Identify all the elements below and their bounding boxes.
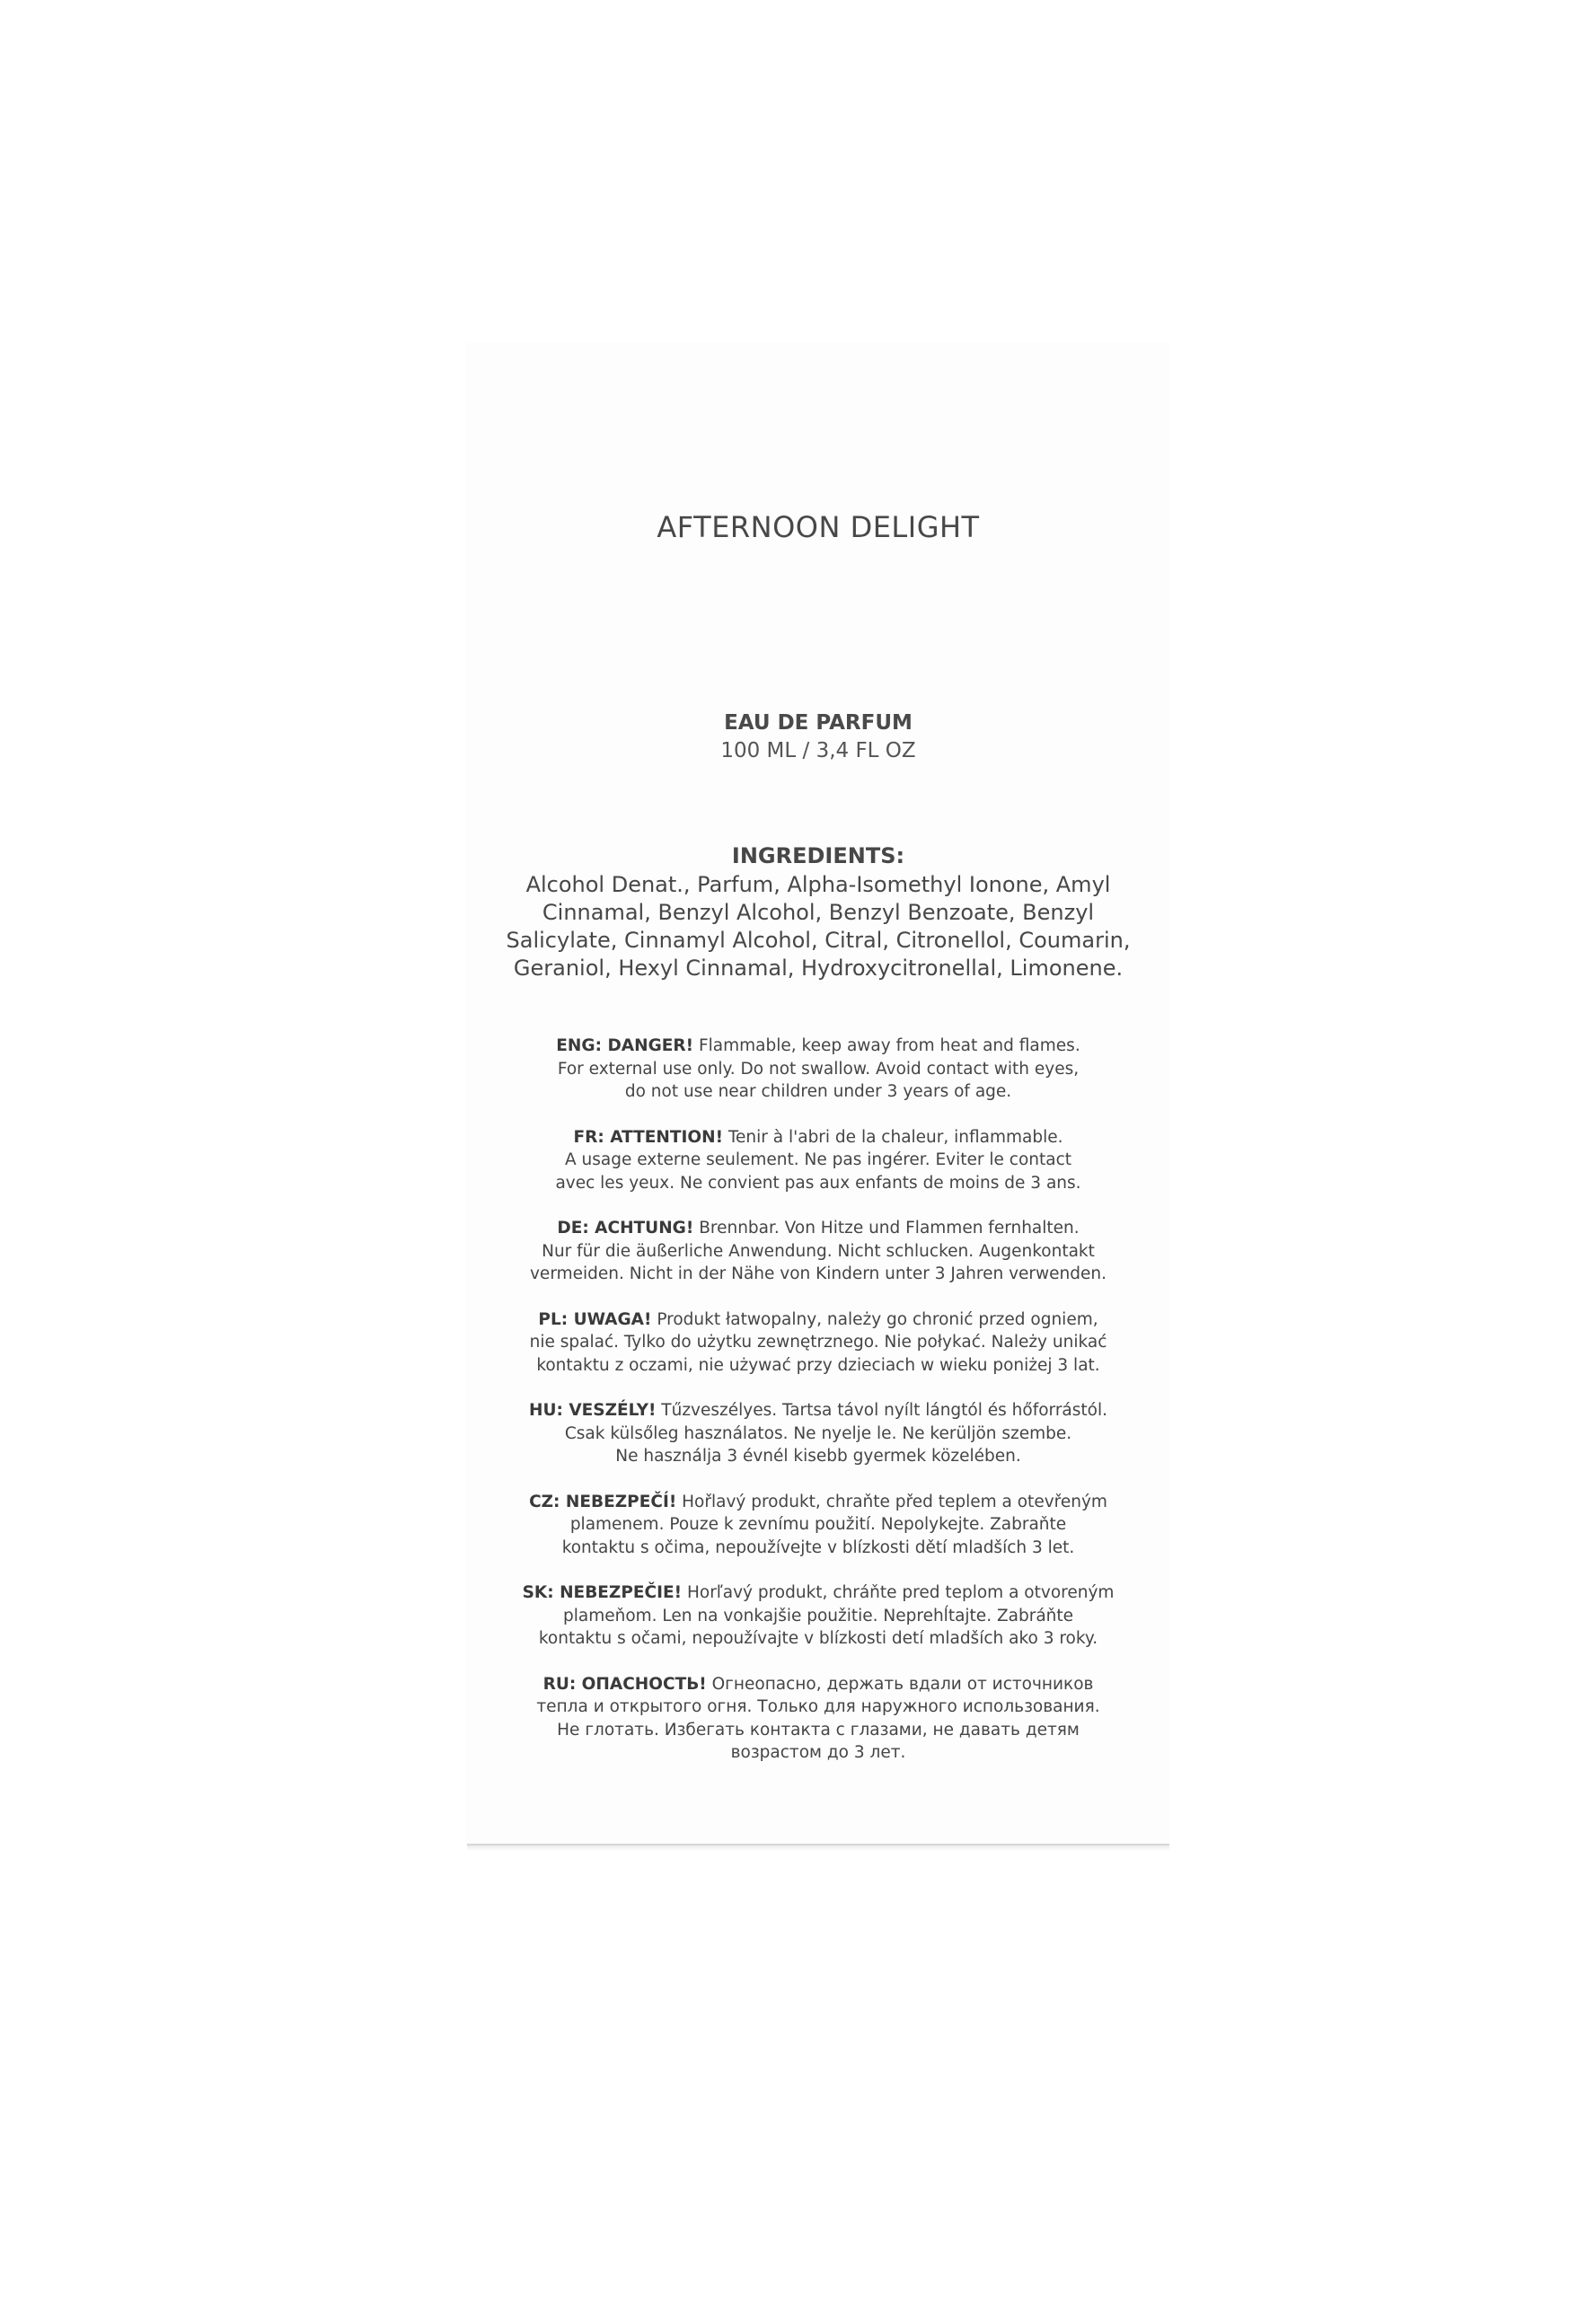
warning-hu bbox=[494, 1399, 1142, 1468]
warning-text: Tűzveszélyes. Tartsa távol nyílt lángtól és hőforrástól. Csak külsőleg használatos. Ne nyelje le. Ne kerüljön szembe. Ne használja 3 évnél kisebb gyermek közelében. bbox=[564, 1401, 1107, 1466]
warning-label: PL: UWAGA! bbox=[538, 1309, 652, 1329]
warning-text: Hořlavý produkt, chraňte před teplem a otevřeným plamenem. Pouze k zevnímu použití. Nepolykejte. Zabraňte kontaktu s očima, nepoužívejte v blízkosti dětí mladších 3 let. bbox=[561, 1492, 1107, 1557]
warning-text: Horľavý produkt, chráňte pred teplom a otvoreným plameňom. Len na vonkajšie použitie. Neprehĺtajte. Zabráňte kontaktu s očami, nepoužívajte v blízkosti detí mladších ako 3 roky. bbox=[538, 1583, 1115, 1648]
warning-sk bbox=[494, 1581, 1142, 1651]
warning-ru bbox=[494, 1673, 1142, 1765]
warning-text: Produkt łatwopalny, należy go chronić przed ogniem, nie spalać. Tylko do użytku zewnętrznego. Nie połykać. Należy unikać kontaktu z oczami, nie używać przy dzieciach w wieku poniżej 3 lat. bbox=[529, 1309, 1107, 1375]
warning-fr bbox=[494, 1126, 1142, 1195]
warning-label: ENG: DANGER! bbox=[556, 1036, 694, 1055]
product-type: EAU DE PARFUM bbox=[724, 711, 913, 735]
product-title: AFTERNOON DELIGHT bbox=[657, 510, 980, 544]
warning-eng bbox=[494, 1035, 1142, 1104]
warning-label: CZ: NEBEZPEČÍ! bbox=[529, 1492, 677, 1511]
warning-label: DE: ACHTUNG! bbox=[557, 1219, 694, 1238]
box-shadow bbox=[467, 1845, 1169, 1851]
perfume-box-back bbox=[467, 343, 1169, 1845]
warning-text: Flammable, keep away from heat and flames. For external use only. Do not swallow. Avoid contact with eyes, do not use near children under 3 years of age. bbox=[557, 1036, 1080, 1101]
warning-label: RU: ОПАСНОСТЬ! bbox=[542, 1674, 707, 1694]
ingredients-block bbox=[485, 842, 1151, 982]
warning-pl bbox=[494, 1308, 1142, 1378]
warning-label: FR: ATTENTION! bbox=[573, 1127, 724, 1147]
warning-de bbox=[494, 1217, 1142, 1286]
product-type-block bbox=[467, 709, 1169, 765]
warning-text: Brennbar. Von Hitze und Flammen fernhalten. Nur für die äußerliche Anwendung. Nicht schlucken. Augenkontakt vermeiden. Nicht in der Nähe von Kindern unter 3 Jahren verwenden. bbox=[529, 1219, 1107, 1283]
warning-label: SK: NEBEZPEČIE! bbox=[522, 1583, 683, 1602]
warning-text: Tenir à l'abri de la chaleur, inflammable. A usage externe seulement. Ne pas ingérer. Eviter le contact avec les yeux. Ne convient pas aux enfants de moins de 3 ans. bbox=[555, 1127, 1081, 1193]
warnings-block bbox=[494, 1035, 1142, 1787]
warning-cz bbox=[494, 1491, 1142, 1560]
product-volume: 100 ML / 3,4 FL OZ bbox=[720, 739, 916, 762]
warning-text: Огнеопасно, держать вдали от источников тепла и открытого огня. Только для наружного использования. Не глотать. Избегать контакта с глазами, не давать детям возрастом до 3 лет. bbox=[536, 1674, 1100, 1762]
ingredients-heading: INGREDIENTS: bbox=[731, 843, 905, 868]
ingredients-list: Alcohol Denat., Parfum, Alpha-Isomethyl Ionone, Amyl Cinnamal, Benzyl Alcohol, Benzyl Benzoate, Benzyl Salicylate, Cinnamyl Alcohol, Citral, Citronellol, Coumarin, Geraniol, Hexyl Cinnamal, Hydroxycitronellal, Limonene. bbox=[506, 872, 1131, 981]
warning-label: HU: VESZÉLY! bbox=[529, 1401, 657, 1420]
